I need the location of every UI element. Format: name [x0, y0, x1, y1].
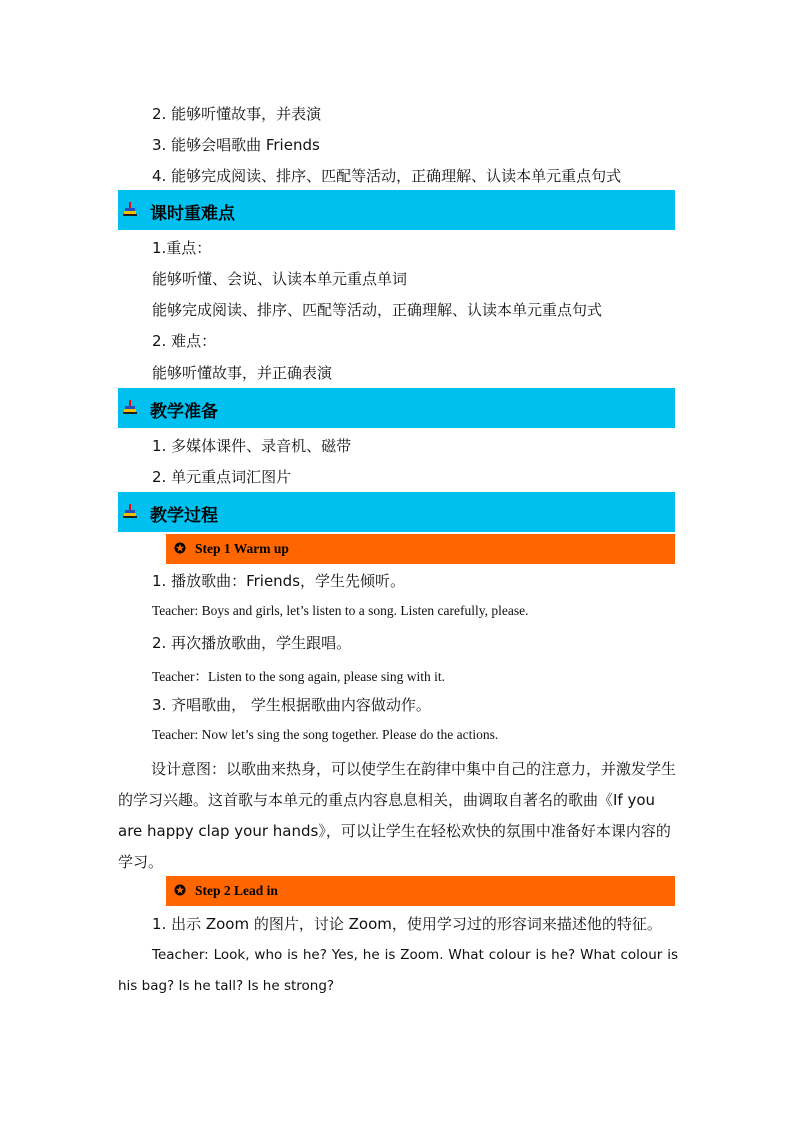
step-line: 3. 齐唱歌曲， 学生根据歌曲内容做动作。 [152, 696, 431, 714]
key-point-line: 能够完成阅读、排序、匹配等活动，正确理解、认读本单元重点句式 [152, 301, 603, 319]
objective-item: 3. 能够会唱歌曲 Friends [152, 136, 320, 154]
step-label: Step 1 Warm up [195, 541, 289, 556]
preparation-line: 1. 多媒体课件、录音机、磁带 [152, 437, 352, 455]
step-header-warm-up [166, 534, 675, 564]
section-title: 教学过程 [150, 506, 218, 526]
book-stack-icon [123, 504, 137, 518]
key-point-line: 1.重点： [152, 239, 212, 257]
star-circle-icon [174, 542, 186, 554]
section-title: 教学准备 [150, 402, 218, 422]
teacher-line: Teacher：Listen to the song again, please sing with it. [152, 669, 445, 684]
section-header-preparation [118, 388, 675, 428]
step-line: 1. 出示 Zoom 的图片，讨论 Zoom，使用学习过的形容词来描述他的特征。 [152, 915, 662, 933]
step-line: 2. 再次播放歌曲，学生跟唱。 [152, 634, 352, 652]
design-intent-paragraph: 设计意图：以歌曲来热身，可以使学生在韵律中集中自己的注意力，并激发学生的学习兴趣。这首歌与本单元的重点内容息息相关，曲调取自著名的歌曲《If you are happy clap your hands》，可以让学生在轻松欢快的氛围中准备好本课内容的学习。 [118, 760, 677, 871]
step-line: 1. 播放歌曲：Friends，学生先倾听。 [152, 572, 406, 590]
preparation-line: 2. 单元重点词汇图片 [152, 468, 292, 486]
key-point-line: 能够听懂、会说、认读本单元重点单词 [152, 270, 408, 288]
book-stack-icon [123, 202, 137, 216]
section-title: 课时重难点 [150, 204, 235, 224]
section-header-key-points [118, 190, 675, 230]
step-label: Step 2 Lead in [195, 883, 278, 898]
teacher-line: Teacher: Now let’s sing the song together. Please do the actions. [152, 727, 499, 742]
objective-item: 2. 能够听懂故事，并表演 [152, 105, 322, 123]
book-stack-icon [123, 400, 137, 414]
teacher-paragraph: Teacher: Look, who is he? Yes, he is Zoom. What colour is he? What colour is his bag? Is he tall? Is he strong? [118, 947, 678, 994]
step-header-lead-in [166, 876, 675, 906]
section-header-process [118, 492, 675, 532]
key-point-line: 2. 难点： [152, 332, 217, 350]
teacher-line: Teacher: Boys and girls, let’s listen to a song. Listen carefully, please. [152, 603, 529, 618]
star-circle-icon [174, 884, 186, 896]
objective-item: 4. 能够完成阅读、排序、匹配等活动，正确理解、认读本单元重点句式 [152, 167, 622, 185]
key-point-line: 能够听懂故事，并正确表演 [152, 364, 333, 382]
